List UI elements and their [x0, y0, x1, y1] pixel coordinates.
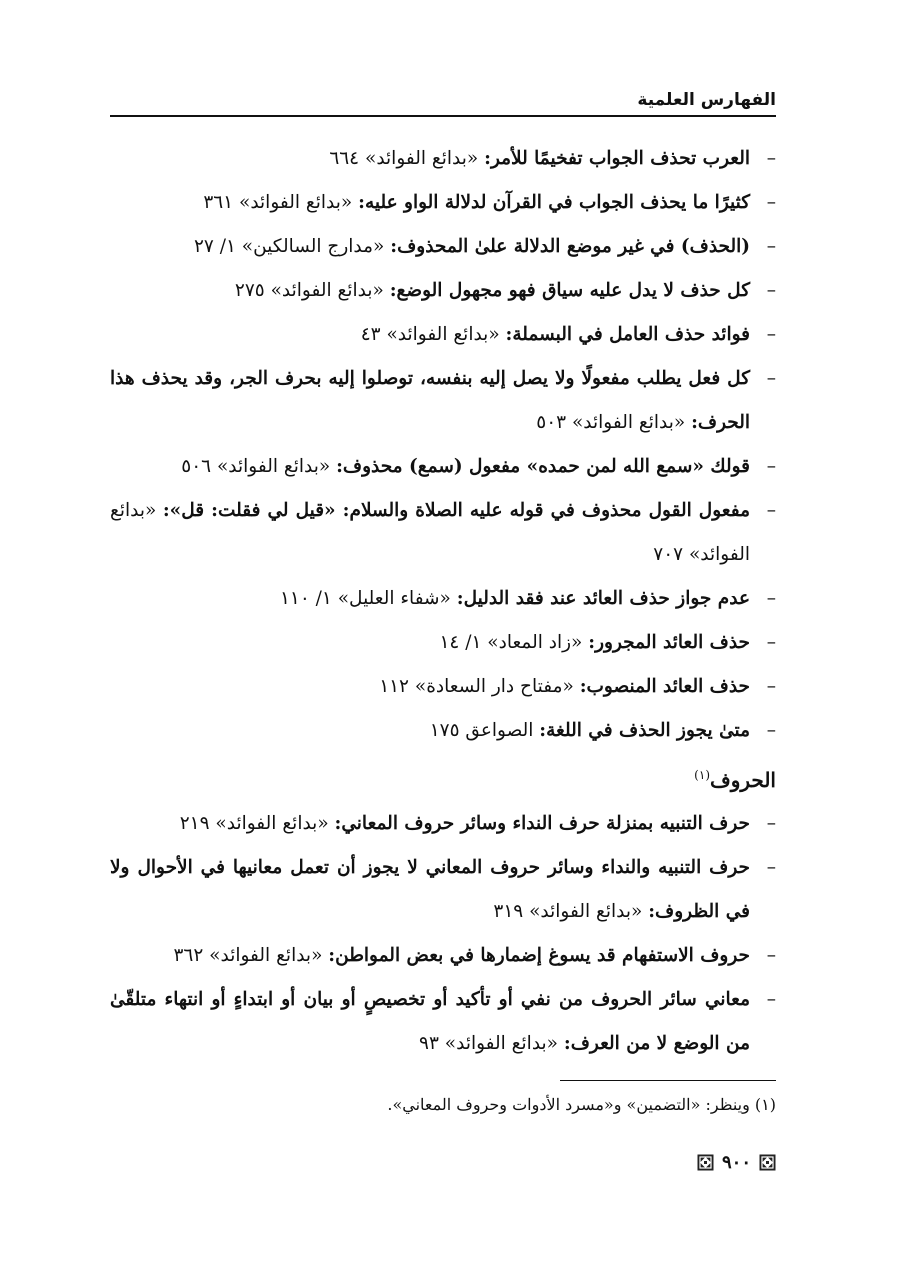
entry-reference: «بدائع الفوائد» ٩٣ — [419, 1033, 558, 1054]
index-entry — [110, 269, 776, 313]
index-entry — [110, 181, 776, 225]
section-title: الحروف — [710, 768, 776, 792]
footnote-rule — [560, 1080, 776, 1081]
index-entry — [110, 621, 776, 665]
entry-reference: «بدائع الفوائد» ٥٠٣ — [536, 412, 686, 433]
entry-headword: معاني سائر الحروف من نفي أو تأكيد أو تخصيصٍ أو بيان أو ابتداءٍ أو انتهاء متلقّىٰ من الوضع لا من العرف: — [110, 989, 750, 1054]
index-entry — [110, 489, 776, 577]
index-entry — [110, 445, 776, 489]
entry-headword: عدم جواز حذف العائد عند فقد الدليل: — [456, 588, 750, 609]
index-entry — [110, 846, 776, 934]
entry-reference: «بدائع الفوائد» ٣٦٢ — [173, 945, 323, 966]
index-entry — [110, 709, 776, 753]
entry-reference: «بدائع الفوائد» ٦٦٤ — [329, 148, 479, 169]
entry-reference: «بدائع الفوائد» ٤٣ — [360, 324, 500, 345]
index-entry — [110, 225, 776, 269]
entry-reference: «مفتاح دار السعادة» ١١٢ — [379, 676, 574, 697]
ornament-icon — [759, 1154, 776, 1171]
entry-reference: «زاد المعاد» ١/ ١٤ — [439, 632, 583, 653]
entry-headword: فوائد حذف العامل في البسملة: — [505, 324, 750, 345]
index-entry — [110, 934, 776, 978]
entry-reference: «بدائع الفوائد» ٣١٩ — [493, 901, 643, 922]
entry-headword: كل حذف لا يدل عليه سياق فهو مجهول الوضع: — [389, 280, 750, 301]
index-entry — [110, 978, 776, 1066]
running-head: الفهارس العلمية — [637, 90, 776, 110]
footnote-marker: (١) — [694, 768, 710, 782]
entry-reference: «بدائع الفوائد» ٢١٩ — [179, 813, 329, 834]
entry-reference: «شفاء العليل» ١/ ١١٠ — [279, 588, 451, 609]
entry-headword: حروف الاستفهام قد يسوغ إضمارها في بعض المواطن: — [328, 945, 750, 966]
index-list — [110, 137, 776, 1066]
entry-headword: (الحذف) في غير موضع الدلالة علىٰ المحذوف: — [390, 236, 750, 257]
index-entry — [110, 313, 776, 357]
entry-headword: كثيرًا ما يحذف الجواب في القرآن لدلالة الواو عليه: — [358, 192, 750, 213]
ornament-icon — [697, 1154, 714, 1171]
entry-headword: حرف التنبيه والنداء وسائر حروف المعاني لا يجوز أن تعمل معانيها في الأحوال ولا في الظروف: — [110, 857, 750, 922]
entry-headword: حذف العائد المنصوب: — [579, 676, 750, 697]
entry-reference: «مدارج السالكين» ١/ ٢٧ — [193, 236, 385, 257]
entry-reference: «بدائع الفوائد» ٥٠٦ — [181, 456, 331, 477]
entry-headword: العرب تحذف الجواب تفخيمًا للأمر: — [484, 148, 750, 169]
entry-headword: مفعول القول محذوف في قوله عليه الصلاة والسلام: «قيل لي فقلت: قل»: — [162, 500, 750, 521]
entry-headword: متىٰ يجوز الحذف في اللغة: — [539, 720, 750, 741]
entry-headword: حذف العائد المجرور: — [588, 632, 750, 653]
page-folio — [697, 1152, 776, 1173]
index-entry — [110, 577, 776, 621]
header-rule — [110, 115, 776, 117]
entry-headword: كل فعل يطلب مفعولًا ولا يصل إليه بنفسه، توصلوا إليه بحرف الجر، وقد يحذف هذا الحرف: — [110, 368, 750, 433]
index-entry — [110, 802, 776, 846]
entry-reference: «بدائع الفوائد» ٢٧٥ — [234, 280, 384, 301]
page-number: ٩٠٠ — [721, 1152, 751, 1173]
entry-reference: «بدائع الفوائد» ٧٠٧ — [110, 500, 750, 565]
entry-reference: «بدائع الفوائد» ٣٦١ — [203, 192, 353, 213]
index-entry — [110, 137, 776, 181]
entry-headword: قولك «سمع الله لمن حمده» مفعول (سمع) محذوف: — [336, 456, 750, 477]
section-heading — [110, 753, 776, 802]
index-entry — [110, 357, 776, 445]
index-entry — [110, 665, 776, 709]
entry-reference: الصواعق ١٧٥ — [429, 720, 534, 741]
footnote: (١) وينظر: «التضمين» و«مسرد الأدوات وحروف المعاني». — [387, 1095, 776, 1114]
entry-headword: حرف التنبيه بمنزلة حرف النداء وسائر حروف المعاني: — [334, 813, 750, 834]
